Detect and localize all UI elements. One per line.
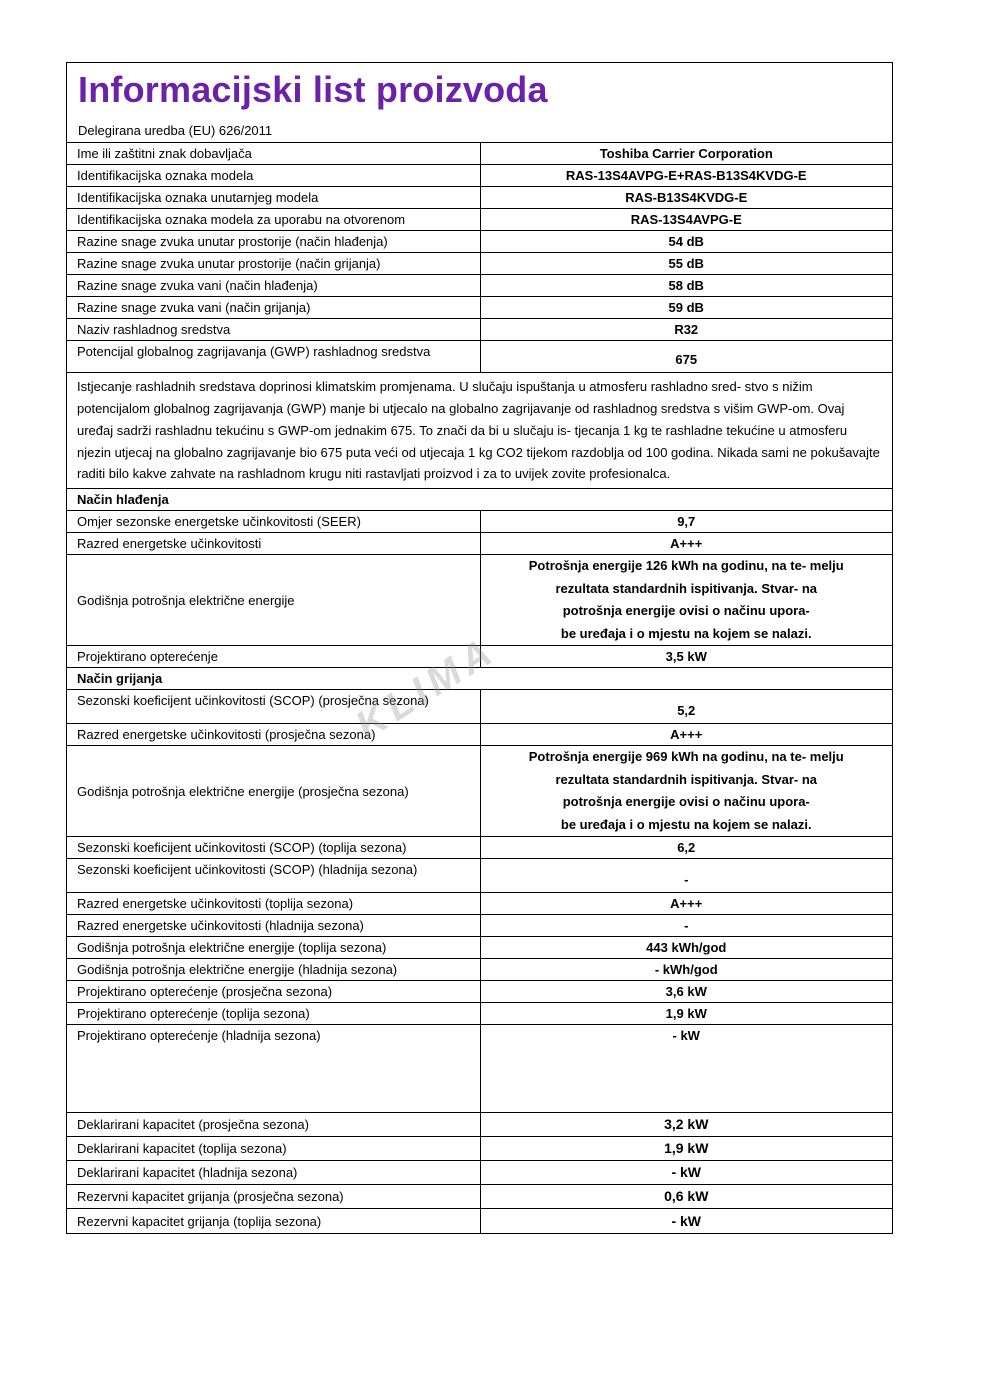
- table-row: [67, 253, 892, 275]
- table-row: [67, 1003, 892, 1025]
- row-value: -: [480, 915, 892, 937]
- table-row: [67, 1113, 892, 1137]
- row-label: Projektirano opterećenje (toplija sezona): [67, 1003, 480, 1025]
- refrigerant-notice-text: Istjecanje rashladnih sredstava doprinosi klimatskim promjenama. U slučaju ispuštanja u atmosferu rashladno sred- stvo s nižim potencijalom globalnog zagrijavanja (GWP) manje bi utjecalo na globalno zagrijavanje od rashladnog sredstva s višim GWP-om. Ovaj uređaj sadrži rashladnu tekućinu s GWP-om jednakim 675. To znači da bi u slučaju is- tjecanja 1 kg te rashladne tekućine u atmosferu njezin utjecaj na globalno zagrijavanje bio 675 puta veći od utjecaja 1 kg CO2 tijekom razdoblja od 100 godina. Nikada sami ne pokušavajte raditi bilo kakve zahvate na rashladnom krugu niti rastavljati proizvod i za to uvijek zovite profesionalca.: [67, 373, 892, 489]
- row-value: - kW: [480, 1025, 892, 1113]
- row-label: Godišnja potrošnja električne energije (prosječna sezona): [67, 746, 480, 837]
- row-value: 675: [480, 341, 892, 373]
- row-value: 3,6 kW: [480, 981, 892, 1003]
- table-row: [67, 915, 892, 937]
- row-label: Deklarirani kapacitet (hladnija sezona): [67, 1161, 480, 1185]
- table-row: [67, 937, 892, 959]
- table-row: [67, 165, 892, 187]
- row-value: 443 kWh/god: [480, 937, 892, 959]
- row-label: Razine snage zvuka vani (način grijanja): [67, 297, 480, 319]
- row-label: Rezervni kapacitet grijanja (toplija sezona): [67, 1209, 480, 1233]
- row-label: Razred energetske učinkovitosti (prosječna sezona): [67, 724, 480, 746]
- refrigerant-notice: [67, 373, 892, 489]
- table-row: [67, 1025, 892, 1113]
- row-value: 59 dB: [480, 297, 892, 319]
- table-row: [67, 746, 892, 837]
- row-value: RAS-13S4AVPG-E+RAS-B13S4KVDG-E: [480, 165, 892, 187]
- row-value: - kW: [480, 1209, 892, 1233]
- value-line: be uređaja i o mjestu na kojem se nalazi.: [560, 625, 812, 641]
- row-label: Deklarirani kapacitet (toplija sezona): [67, 1137, 480, 1161]
- table-row: [67, 893, 892, 915]
- row-value: -: [480, 859, 892, 893]
- row-label: Projektirano opterećenje (hladnija sezona): [67, 1025, 480, 1113]
- table-row: [67, 341, 892, 373]
- row-label: Razine snage zvuka unutar prostorije (način hlađenja): [67, 231, 480, 253]
- table-row: [67, 724, 892, 746]
- row-label: Sezonski koeficijent učinkovitosti (SCOP) (toplija sezona): [67, 837, 480, 859]
- row-value: 3,5 kW: [480, 646, 892, 668]
- row-value: 58 dB: [480, 275, 892, 297]
- row-value: A+++: [480, 893, 892, 915]
- product-information-sheet: [66, 62, 893, 1234]
- row-value: - kW: [480, 1161, 892, 1185]
- table-row: [67, 1161, 892, 1185]
- row-value: R32: [480, 319, 892, 341]
- row-label: Razine snage zvuka unutar prostorije (način grijanja): [67, 253, 480, 275]
- row-label: Naziv rashladnog sredstva: [67, 319, 480, 341]
- table-row: [67, 187, 892, 209]
- page-title: Informacijski list proizvoda: [78, 69, 548, 110]
- row-value: A+++: [480, 724, 892, 746]
- section-cooling: [67, 489, 892, 511]
- table-row: [67, 533, 892, 555]
- table-row: [67, 319, 892, 341]
- row-label: Sezonski koeficijent učinkovitosti (SCOP) (hladnija sezona): [67, 859, 480, 893]
- row-value: 1,9 kW: [480, 1003, 892, 1025]
- value-line: be uređaja i o mjestu na kojem se nalazi.: [560, 816, 812, 832]
- row-value: [480, 555, 892, 646]
- table-row: [67, 837, 892, 859]
- row-label: Sezonski koeficijent učinkovitosti (SCOP) (prosječna sezona): [67, 690, 480, 724]
- row-value: RAS-B13S4KVDG-E: [480, 187, 892, 209]
- row-value: A+++: [480, 533, 892, 555]
- row-label: Rezervni kapacitet grijanja (prosječna sezona): [67, 1185, 480, 1209]
- section-cooling-text: Način hlađenja: [67, 489, 892, 511]
- row-label: Razred energetske učinkovitosti: [67, 533, 480, 555]
- value-line: Potrošnja energije 969 kWh na godinu, na te- melju: [528, 749, 844, 765]
- table-row: [67, 646, 892, 668]
- row-label: Godišnja potrošnja električne energije (toplija sezona): [67, 937, 480, 959]
- row-label: Razred energetske učinkovitosti (hladnija sezona): [67, 915, 480, 937]
- header: [67, 63, 892, 143]
- value-line: potrošnja energije ovisi o načinu upora-: [562, 603, 810, 619]
- table-row: [67, 1185, 892, 1209]
- spec-table: [67, 143, 892, 1233]
- row-value: 54 dB: [480, 231, 892, 253]
- table-row: [67, 859, 892, 893]
- value-line: Potrošnja energije 126 kWh na godinu, na te- melju: [528, 558, 844, 574]
- row-value: 1,9 kW: [480, 1137, 892, 1161]
- table-row: [67, 143, 892, 165]
- row-value: 3,2 kW: [480, 1113, 892, 1137]
- row-label: Deklarirani kapacitet (prosječna sezona): [67, 1113, 480, 1137]
- row-value: 9,7: [480, 511, 892, 533]
- table-row: [67, 231, 892, 253]
- row-label: Projektirano opterećenje: [67, 646, 480, 668]
- table-row: [67, 555, 892, 646]
- table-row: [67, 959, 892, 981]
- row-label: Godišnja potrošnja električne energije: [67, 555, 480, 646]
- section-heating-text: Način grijanja: [67, 668, 892, 690]
- row-label: Identifikacijska oznaka modela: [67, 165, 480, 187]
- table-row: [67, 297, 892, 319]
- row-label: Omjer sezonske energetske učinkovitosti (SEER): [67, 511, 480, 533]
- row-value: [480, 746, 892, 837]
- row-label: Ime ili zaštitni znak dobavljača: [67, 143, 480, 165]
- row-value: 6,2: [480, 837, 892, 859]
- table-row: [67, 981, 892, 1003]
- row-label: Razine snage zvuka vani (način hlađenja): [67, 275, 480, 297]
- table-row: [67, 1209, 892, 1233]
- regulation-reference: Delegirana uredba (EU) 626/2011: [78, 123, 273, 138]
- row-value: 55 dB: [480, 253, 892, 275]
- table-row: [67, 209, 892, 231]
- row-label: Identifikacijska oznaka unutarnjeg modela: [67, 187, 480, 209]
- value-line: rezultata standardnih ispitivanja. Stvar- na: [555, 580, 817, 596]
- row-label: Projektirano opterećenje (prosječna sezona): [67, 981, 480, 1003]
- section-heating: [67, 668, 892, 690]
- row-label: Potencijal globalnog zagrijavanja (GWP) rashladnog sredstva: [67, 341, 480, 373]
- row-value: 5,2: [480, 690, 892, 724]
- value-line: rezultata standardnih ispitivanja. Stvar- na: [555, 771, 817, 787]
- row-value: Toshiba Carrier Corporation: [480, 143, 892, 165]
- watermark-logo: KLIMA: [348, 627, 505, 749]
- value-line: potrošnja energije ovisi o načinu upora-: [562, 794, 810, 810]
- table-row: [67, 511, 892, 533]
- table-row: [67, 275, 892, 297]
- row-label: Razred energetske učinkovitosti (toplija sezona): [67, 893, 480, 915]
- row-label: Identifikacijska oznaka modela za uporabu na otvorenom: [67, 209, 480, 231]
- table-row: [67, 690, 892, 724]
- row-value: - kWh/god: [480, 959, 892, 981]
- table-row: [67, 1137, 892, 1161]
- row-value: RAS-13S4AVPG-E: [480, 209, 892, 231]
- row-label: Godišnja potrošnja električne energije (hladnija sezona): [67, 959, 480, 981]
- row-value: 0,6 kW: [480, 1185, 892, 1209]
